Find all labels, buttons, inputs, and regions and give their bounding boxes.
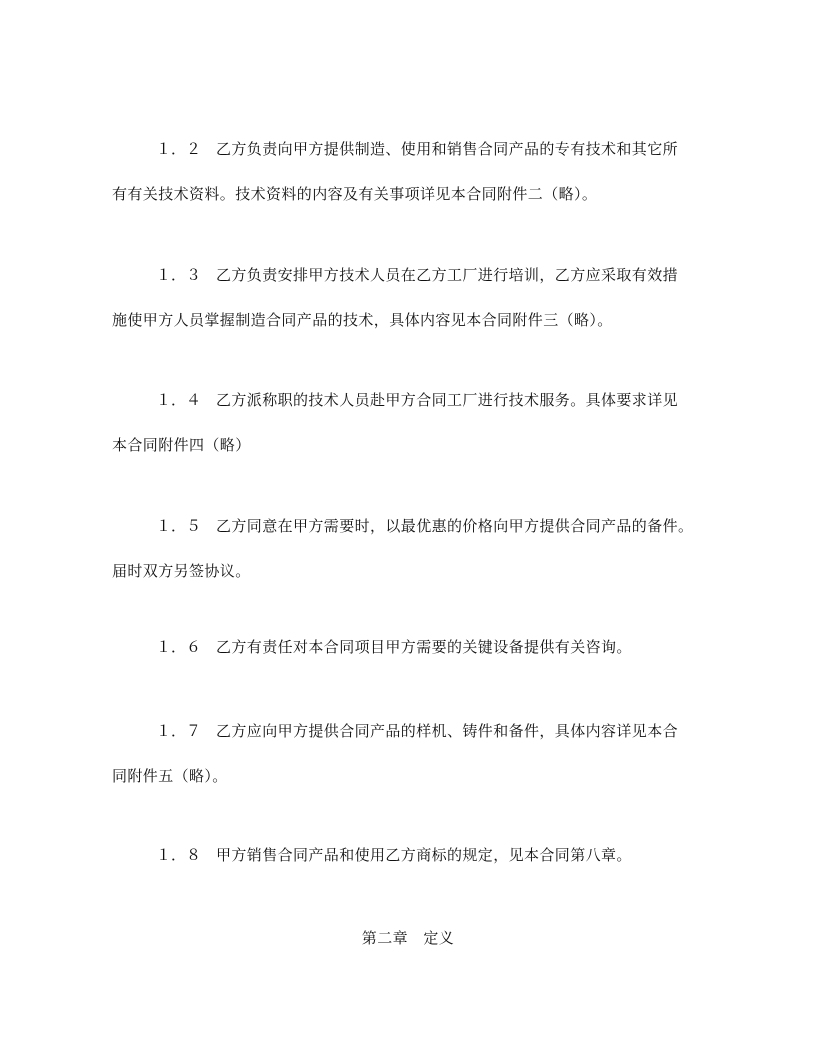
clause-continuation-line: 施使甲方人员掌握制造合同产品的技术，具体内容见本合同附件三（略）。: [112, 311, 613, 329]
clause-text: 乙方有责任对本合同项目甲方需要的关键设备提供有关咨询。: [216, 638, 632, 656]
clause-text: 乙方同意在甲方需要时，以最优惠的价格向甲方提供合同产品的备件。: [216, 517, 694, 535]
clause-number: １．４: [156, 391, 202, 409]
clause-number: １．６: [156, 638, 202, 656]
clause-first-line: [112, 139, 702, 159]
clause-first-line: [112, 721, 702, 741]
clause-first-line: [112, 265, 702, 285]
clause-1-5: [112, 516, 702, 581]
clause-first-line: [112, 390, 702, 410]
clause-first-line: [112, 637, 702, 657]
clause-1-7: [112, 721, 702, 786]
clause-1-6: [112, 637, 702, 657]
clause-text: 乙方派称职的技术人员赴甲方合同工厂进行技术服务。具体要求详见: [216, 391, 679, 409]
clause-1-3: [112, 265, 702, 330]
clause-text: 乙方负责安排甲方技术人员在乙方工厂进行培训，乙方应采取有效措: [216, 266, 679, 284]
clause-continuation-line: 同附件五（略）。: [112, 767, 228, 785]
clause-text: 乙方应向甲方提供合同产品的样机、铸件和备件，具体内容详见本合: [216, 722, 679, 740]
clause-number: １．８: [156, 846, 202, 864]
clause-continuation-line: 届时双方另签协议。: [112, 562, 251, 580]
clause-first-line: [112, 516, 702, 536]
clause-number: １．５: [156, 517, 202, 535]
clause-1-8: [112, 845, 702, 865]
clause-number: １．２: [156, 140, 202, 158]
clause-continuation-line: 本合同附件四（略）: [112, 436, 251, 454]
chapter-heading: 第二章 定义: [361, 929, 455, 947]
clause-text: 甲方销售合同产品和使用乙方商标的规定，见本合同第八章。: [216, 846, 632, 864]
clause-number: １．７: [156, 722, 202, 740]
clause-1-4: [112, 390, 702, 455]
clause-number: １．３: [156, 266, 202, 284]
clause-text: 乙方负责向甲方提供制造、使用和销售合同产品的专有技术和其它所: [216, 140, 679, 158]
clause-continuation-line: 有有关技术资料。技术资料的内容及有关事项详见本合同附件二（略）。: [112, 185, 598, 203]
clause-first-line: [112, 845, 702, 865]
clause-1-2: [112, 139, 702, 204]
